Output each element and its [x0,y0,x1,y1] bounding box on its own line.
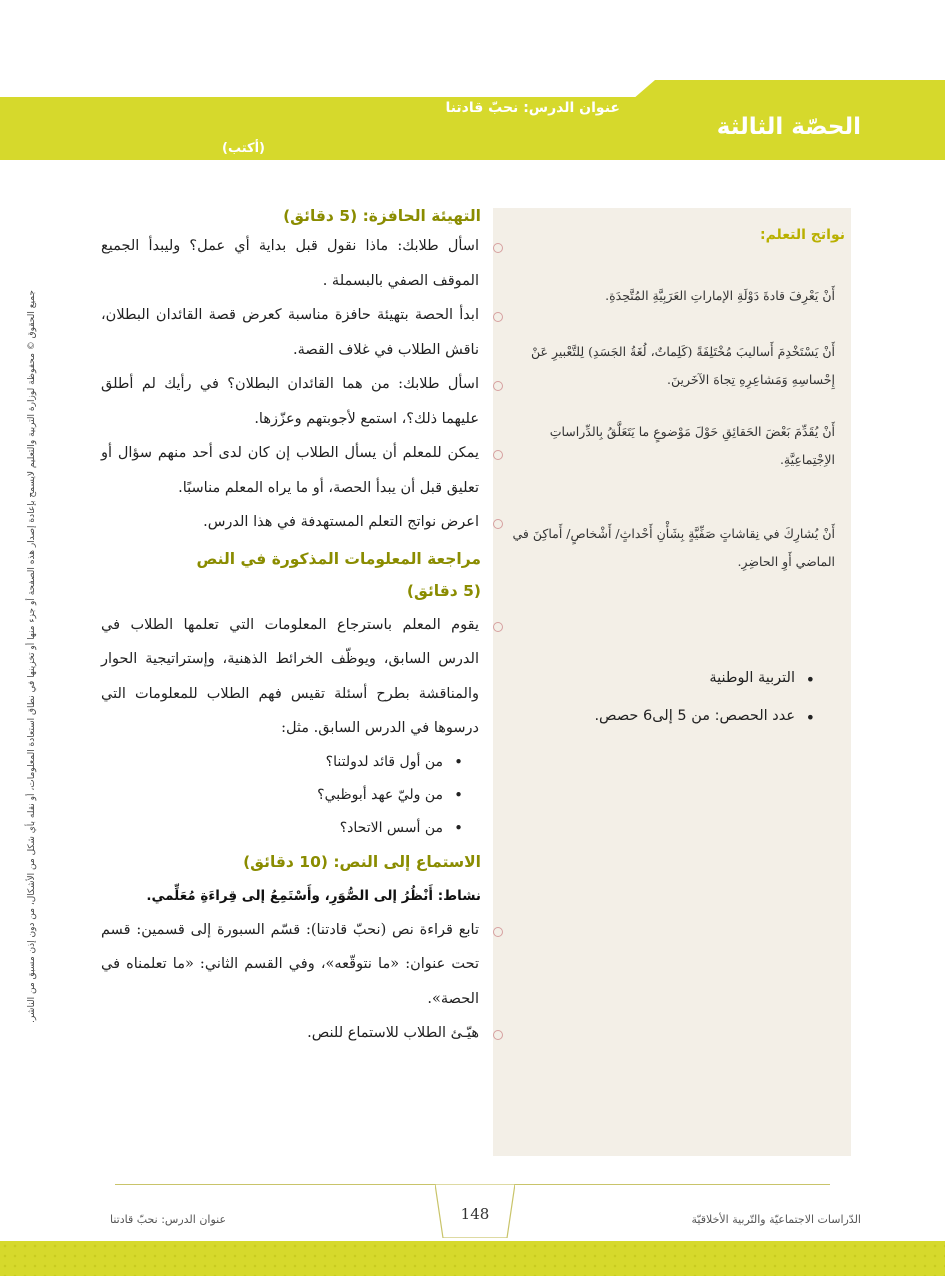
circle-bullet-icon [493,381,503,391]
outcome-item: أَنْ يُشارِكَ في نِقاشاتٍ صَفِّيَّةٍ بِشَأْنِ أَحْداثٍ/ أَشْخاصٍ/ أَماكِنَ في الماضي أَوِ الحاضِرِ. [512,526,835,569]
listening-activity: نشاط: أَنْظُرُ إلى الصُّوَرِ، وأَسْتَمِعُ إلى قِراءَةِ مُعَلِّمي. [146,887,481,904]
warmup-item: اسأل طلابك: من هما القائدان البطلان؟ في رأيك لم أطلق عليهما ذلك؟، استمع لأجوبتهم وعزّزها. [101,367,481,436]
review-question: • من وليّ عهد أبوظبي؟ [101,779,481,812]
review-question: • من أسس الاتحاد؟ [101,812,481,845]
listening-duration: (10 دقائق) [243,852,328,871]
outcomes-title: نواتج التعلم: [759,227,845,243]
circle-bullet-icon [493,312,503,322]
warmup-item: اعرض نواتج التعلم المستهدفة في هذا الدرس. [101,505,481,540]
review-heading: مراجعة المعلومات المذكورة في النص [196,549,481,568]
outcome-item: أَنْ يَعْرِفَ قادةَ دَوْلَةِ الإماراتِ العَرَبِيَّةِ المُتَّحِدَةِ. [605,288,835,303]
review-questions [101,746,481,845]
warmup-duration: (5 دقائق) [283,207,358,225]
subject-name: • التربية الوطنية [515,670,815,686]
review-question: • من أول قائد لدولتنا؟ [101,746,481,779]
session-count: • عدد الحصص: من 5 إلى6 حصص. [515,708,815,724]
warmup-item: يمكن للمعلم أن يسأل الطلاب إن كان لدى أحد منهم سؤال أو تعليق قبل أن يبدأ الحصة، أو ما يراه المعلم مناسبًا. [101,436,481,505]
circle-bullet-icon [493,1030,503,1040]
footer-lesson-title: عنوان الدرس: نحبّ قادتنا [110,1213,227,1226]
outcome-item: أَنْ يُقَدِّمَ بَعْضَ الحَقائِقِ حَوْلَ مَوْضوعٍ ما يَتَعَلَّقُ بِالدِّراساتِ الاِجْتِماعِيَّةِ. [549,424,835,467]
circle-bullet-icon [493,450,503,460]
header-tag-band [0,138,260,160]
write-tag: (أكتب) [222,141,265,156]
review-paragraph: يقوم المعلم باسترجاع المعلومات التي تعلمها الطلاب في الدرس السابق، ويوظّف الخرائط الذهنية، وإستراتيجية الحوار والمناقشة بطرح أسئلة تقيس فهم الطلاب للمعلومات التي درسوها في الدرس السابق. مثل: [101,608,481,746]
outcome-item: أَنْ يَسْتَخْدِمَ أَساليبَ مُخْتَلِفَةً (كَلِماتٌ، لُغَةُ الجَسَدِ) لِلتَّعْبيرِ عَنْ إِحْساسِهِ وَمَشاعِرِهِ تِجاهَ الآخَرينَ. [531,344,835,387]
warmup-heading: التهيئة الحافزة: (5 دقائق) [283,207,481,225]
session-title: الحصّة الثالثة [716,114,861,140]
footer-book-title: الدّراسات الاجتماعيّة والتّربية الأخلاقيّة [691,1213,861,1226]
listening-heading: الاستماع إلى النص: (10 دقائق) [243,852,481,871]
circle-bullet-icon [493,519,503,529]
review-duration: (5 دقائق) [406,581,481,600]
circle-bullet-icon [493,243,503,253]
circle-bullet-icon [493,927,503,937]
circle-bullet-icon [493,622,503,632]
subject-info-list [515,670,815,746]
lesson-title: عنوان الدرس: نحبّ قادتنا [445,100,620,116]
header-notch [0,80,655,97]
listening-item: تابع قراءة نص (نحبّ قادتنا): قسّم السبورة إلى قسمين: قسم تحت عنوان: «ما نتوقّعه»، وفي القسم الثاني: «ما تعلمناه في الحصة». [101,913,481,1017]
listening-item: هيّـئ الطلاب للاستماع للنص. [101,1016,481,1051]
copyright-note: جميع الحقوق © محفوظة لوزارة التربية والتعليم لايسمح بإعادة إصدار هذه الصفحة أو جزء منها أو تخزينها في نطاق استعادة المعلومات، أو نقله بأي شكل من الأشكال، من دون إذن مسبق من الناشر. [27,290,37,1023]
warmup-item: ابدأ الحصة بتهيئة حافزة مناسبة كعرض قصة القائدان البطلان، ناقش الطلاب في غلاف القصة. [101,298,481,367]
lesson-plan-column [101,207,481,1051]
warmup-item: اسأل طلابك: ماذا نقول قبل بداية أي عمل؟ وليبدأ الجميع الموقف الصفي بالبسملة . [101,229,481,298]
bottom-pattern-band [0,1241,945,1276]
page-number: 148 [460,1205,490,1223]
